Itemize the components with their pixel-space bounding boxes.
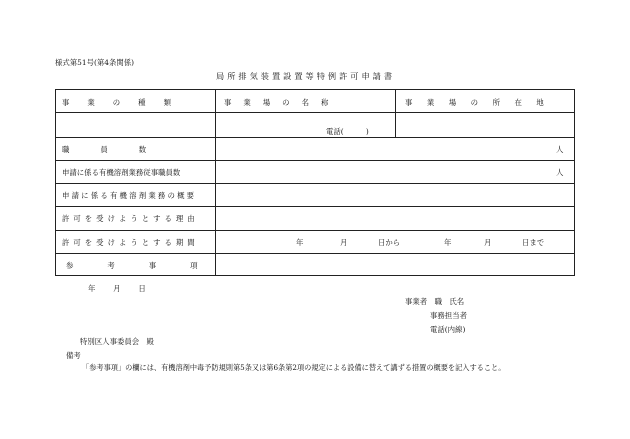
- row-remarks-label: 参考事項: [66, 261, 232, 270]
- clerk-phone: 電話(内線): [430, 325, 466, 334]
- row-period-label: 許可を受けようとする期間: [62, 238, 199, 247]
- notes-text: 「参考事項」の欄には、有機溶剤中毒予防規則第5条又は第6条第2項の規定による設備に替えて講ずる措置の概要を記入すること。: [82, 363, 506, 372]
- header-business-type: [62, 97, 207, 108]
- period-from-year: 年: [296, 238, 304, 247]
- clerk-name: 事務担当者: [430, 311, 467, 320]
- row-staff-count-label: 職員数: [62, 145, 178, 154]
- notes-heading: 備考: [66, 351, 81, 360]
- row-staff-count-unit: 人: [556, 145, 564, 154]
- period-to-month: 月: [484, 238, 492, 247]
- header-business-type-label: 事業の種類: [62, 98, 189, 107]
- header-workplace-name: 事業場の名称: [224, 98, 341, 107]
- row-solvent-workers-label: 申請に係る有機溶剤業務従事職員数: [62, 168, 181, 177]
- phone-field-label: 電話( ): [326, 127, 369, 136]
- period-from-month: 月: [340, 238, 348, 247]
- period-to-day: 日まで: [522, 238, 545, 247]
- period-from-day: 日から: [378, 238, 401, 247]
- form-number: 様式第51号(第4条関係): [55, 58, 134, 67]
- application-date: 年 月 日: [88, 284, 147, 293]
- header-workplace-location: 事業場の所在地: [405, 98, 559, 107]
- period-to-year: 年: [444, 238, 452, 247]
- form-title: 局所排気装置設置等特例許可申請書: [216, 71, 396, 81]
- row-reason-label: 許可を受けようとする理由: [62, 214, 199, 223]
- row-solvent-workers-unit: 人: [556, 168, 564, 177]
- application-form-table: [55, 89, 575, 276]
- employer-signature: 事業者 職 氏名: [405, 297, 465, 306]
- addressee: 特別区人事委員会 殿: [80, 337, 154, 346]
- row-work-summary-label: 申請に係る有機溶剤業務の概要: [62, 191, 197, 200]
